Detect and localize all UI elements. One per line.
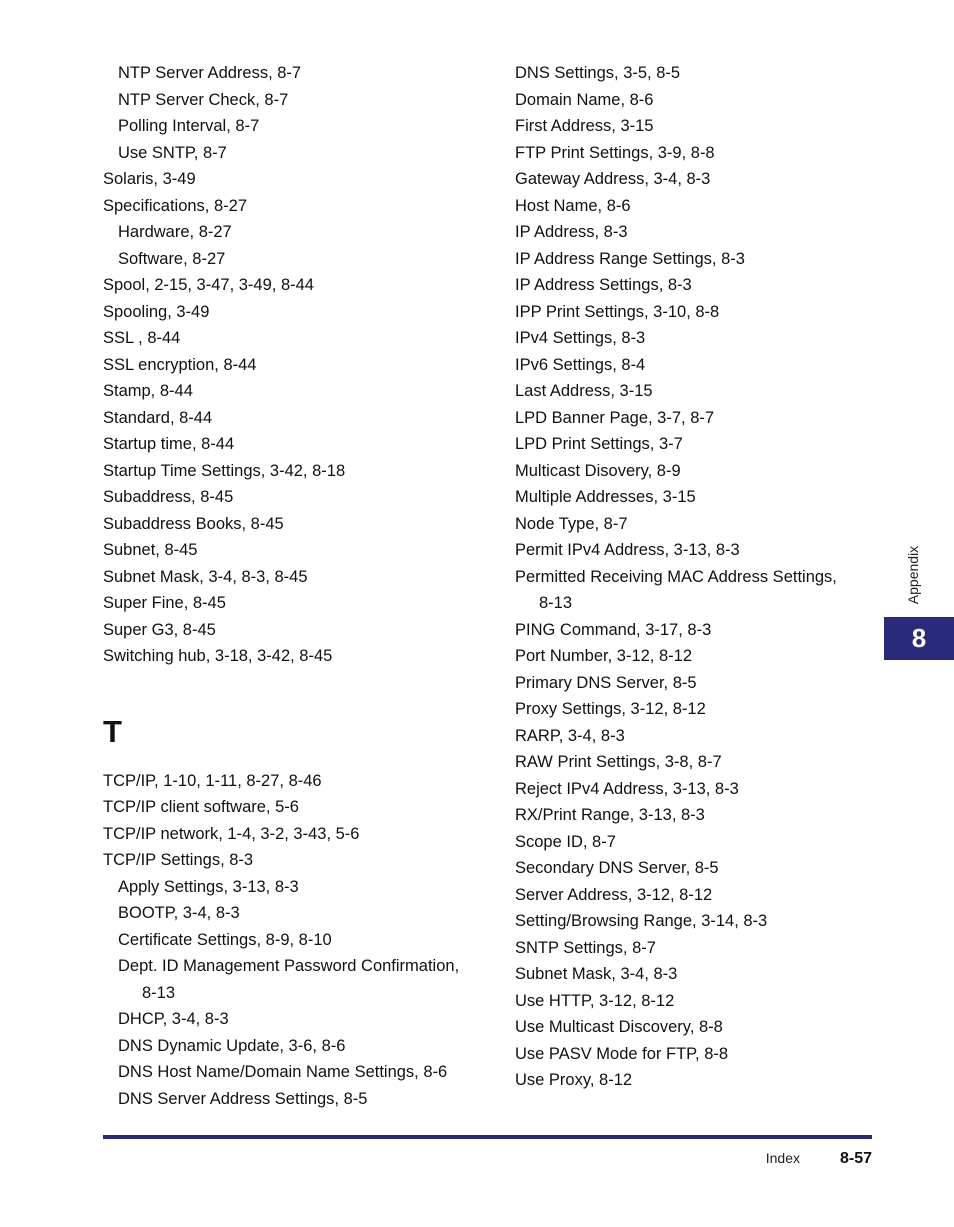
index-entry: Last Address, 3-15 <box>515 382 653 400</box>
index-subentry: Use SNTP, 8-7 <box>118 143 227 162</box>
index-entry: Scope ID, 8-7 <box>515 832 616 851</box>
chapter-tab: 8 <box>884 617 954 660</box>
index-entry: Subnet Mask, 3-4, 8-3, 8-45 <box>103 567 308 586</box>
index-entry: Server Address, 3-12, 8-12 <box>515 885 713 904</box>
index-entry: Host Name, 8-6 <box>515 196 631 215</box>
index-entry: Secondary DNS Server, 8-5 <box>515 859 719 877</box>
index-subentry: DNS Host Name/Domain Name Settings, 8-6 <box>118 1063 448 1081</box>
index-entry: Multiple Addresses, 3-15 <box>515 488 696 506</box>
index-entry: SSL encryption, 8-44 <box>103 355 257 374</box>
index-entry: Subnet, 8-45 <box>103 541 198 559</box>
index-entry: Spool, 2-15, 3-47, 3-49, 8-44 <box>103 276 314 294</box>
index-subentry: Polling Interval, 8-7 <box>118 117 260 135</box>
index-entry: Subaddress, 8-45 <box>103 488 234 506</box>
index-column-left <box>103 60 493 1112</box>
index-entry: Solaris, 3-49 <box>103 170 196 188</box>
index-entry-continuation: 8-13 <box>142 983 176 1002</box>
index-entry: Setting/Browsing Range, 3-14, 8-3 <box>515 912 768 930</box>
index-entry: Standard, 8-44 <box>103 408 213 427</box>
index-entry: LPD Banner Page, 3-7, 8-7 <box>515 408 715 427</box>
index-entry: Specifications, 8-27 <box>103 196 247 215</box>
index-entry: IP Address Settings, 8-3 <box>515 276 692 294</box>
index-entry: Permitted Receiving MAC Address Settings, <box>515 567 837 586</box>
index-entry: RARP, 3-4, 8-3 <box>515 726 625 745</box>
index-subentry: Apply Settings, 3-13, 8-3 <box>118 877 299 896</box>
index-entry: Startup Time Settings, 3-42, 8-18 <box>103 461 346 480</box>
index-entry: IP Address Range Settings, 8-3 <box>515 249 745 268</box>
index-entry: First Address, 3-15 <box>515 117 654 135</box>
index-entry: Super G3, 8-45 <box>103 620 216 639</box>
index-entry: Switching hub, 3-18, 3-42, 8-45 <box>103 647 333 665</box>
section-letter-heading: T <box>103 713 122 749</box>
index-entry: Domain Name, 8-6 <box>515 90 654 109</box>
index-entry: TCP/IP network, 1-4, 3-2, 3-43, 5-6 <box>103 824 360 843</box>
index-entry: SSL , 8-44 <box>103 329 181 347</box>
index-entry: IPP Print Settings, 3-10, 8-8 <box>515 302 720 321</box>
index-entry: PING Command, 3-17, 8-3 <box>515 620 712 639</box>
index-subentry: DNS Dynamic Update, 3-6, 8-6 <box>118 1036 346 1055</box>
index-entry: Node Type, 8-7 <box>515 514 628 533</box>
index-entry: TCP/IP, 1-10, 1-11, 8-27, 8-46 <box>103 771 322 790</box>
index-entry: Super Fine, 8-45 <box>103 594 226 612</box>
index-subentry: Certificate Settings, 8-9, 8-10 <box>118 930 332 949</box>
index-entry: IPv6 Settings, 8-4 <box>515 355 646 374</box>
index-subentry: Dept. ID Management Password Confirmation, <box>118 957 460 975</box>
index-entry: TCP/IP client software, 5-6 <box>103 798 299 816</box>
index-entry: Use Proxy, 8-12 <box>515 1071 633 1089</box>
index-entry-continuation: 8-13 <box>539 594 573 612</box>
index-entry: RX/Print Range, 3-13, 8-3 <box>515 806 705 824</box>
footer-page-number: 8-57 <box>839 1150 872 1167</box>
index-entries-s <box>103 60 493 670</box>
index-entry: IP Address, 8-3 <box>515 223 628 241</box>
index-entries-t <box>103 768 493 1113</box>
index-entry: Startup time, 8-44 <box>103 435 235 453</box>
index-subentry: Software, 8-27 <box>118 249 226 268</box>
index-entry: Stamp, 8-44 <box>103 382 193 400</box>
index-entry: Subnet Mask, 3-4, 8-3 <box>515 965 678 983</box>
index-entry: TCP/IP Settings, 8-3 <box>103 851 254 869</box>
index-entry: Spooling, 3-49 <box>103 302 210 321</box>
footer-rule <box>103 1135 872 1139</box>
index-entry: Reject IPv4 Address, 3-13, 8-3 <box>515 779 739 798</box>
index-subentry: NTP Server Check, 8-7 <box>118 90 289 109</box>
index-entry: Permit IPv4 Address, 3-13, 8-3 <box>515 541 740 559</box>
index-entry: Use PASV Mode for FTP, 8-8 <box>515 1044 729 1063</box>
footer-section-label: Index <box>765 1150 800 1166</box>
index-entry: Proxy Settings, 3-12, 8-12 <box>515 700 706 718</box>
index-entry: Multicast Disovery, 8-9 <box>515 461 681 480</box>
index-entries-continued <box>515 60 865 1094</box>
index-entry: RAW Print Settings, 3-8, 8-7 <box>515 753 722 771</box>
index-subentry: DHCP, 3-4, 8-3 <box>118 1010 229 1028</box>
index-entry: SNTP Settings, 8-7 <box>515 938 656 957</box>
index-entry: FTP Print Settings, 3-9, 8-8 <box>515 143 715 162</box>
index-entry: IPv4 Settings, 8-3 <box>515 329 646 347</box>
index-column-right <box>515 60 865 1094</box>
index-entry: Subaddress Books, 8-45 <box>103 514 284 533</box>
index-entry: LPD Print Settings, 3-7 <box>515 435 683 453</box>
index-entry: Primary DNS Server, 8-5 <box>515 673 697 692</box>
index-subentry: Hardware, 8-27 <box>118 223 232 241</box>
chapter-side-label: Appendix <box>905 545 921 605</box>
index-entry: Gateway Address, 3-4, 8-3 <box>515 170 711 188</box>
index-entry: Use Multicast Discovery, 8-8 <box>515 1018 723 1036</box>
index-subentry: BOOTP, 3-4, 8-3 <box>118 904 240 922</box>
index-entry: Use HTTP, 3-12, 8-12 <box>515 991 675 1010</box>
index-entry: DNS Settings, 3-5, 8-5 <box>515 64 681 82</box>
index-subentry: DNS Server Address Settings, 8-5 <box>118 1089 368 1108</box>
index-subentry: NTP Server Address, 8-7 <box>118 64 302 82</box>
index-entry: Port Number, 3-12, 8-12 <box>515 647 693 665</box>
